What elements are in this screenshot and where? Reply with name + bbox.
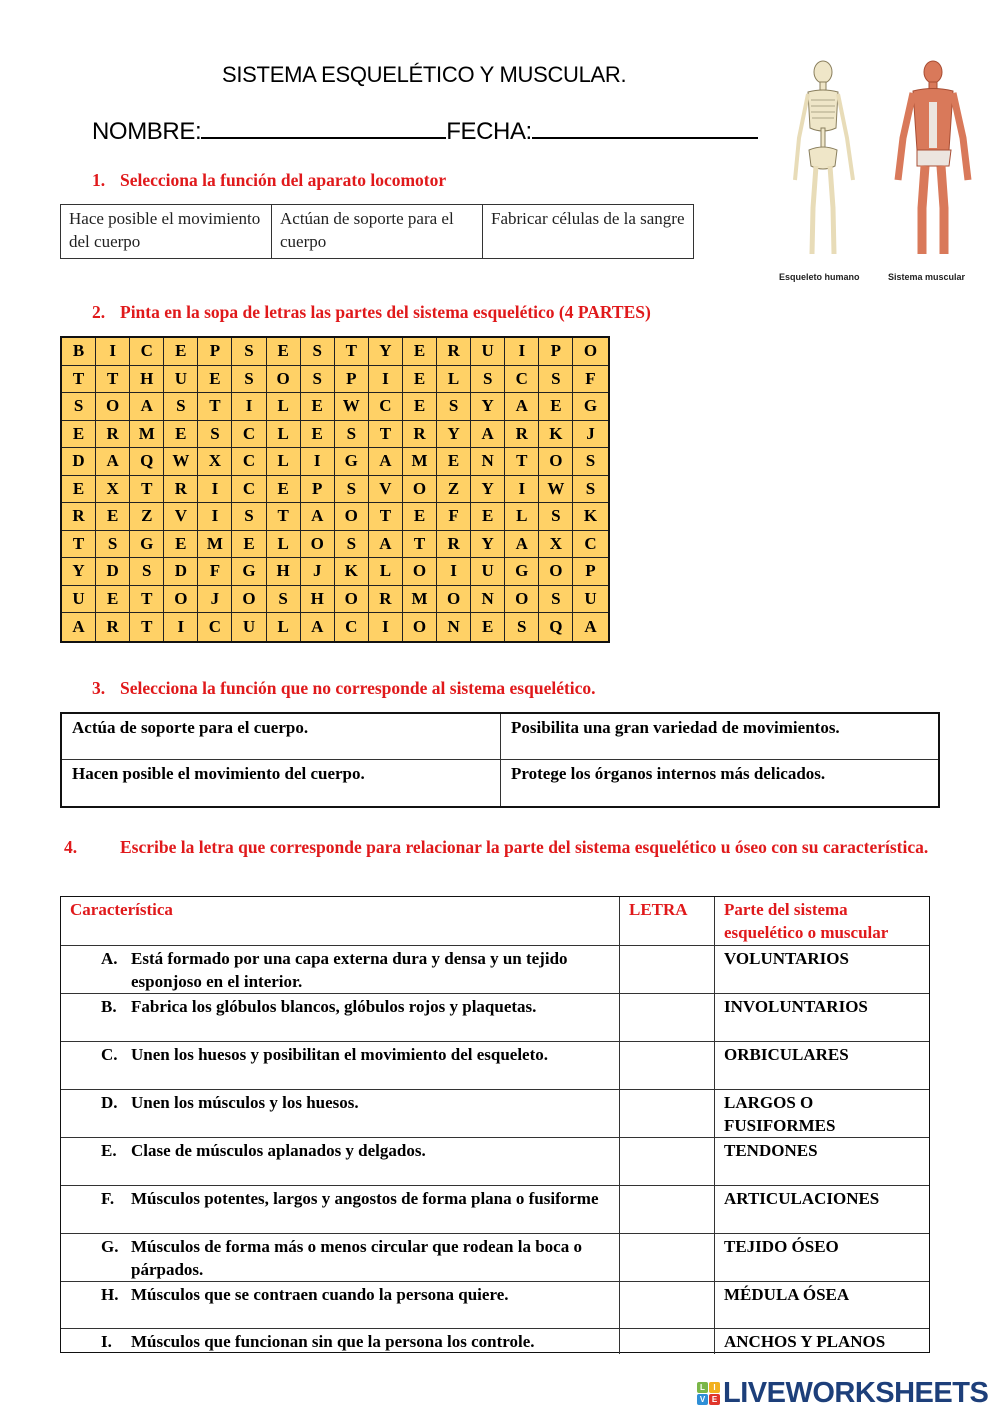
word-search-cell[interactable]: R <box>505 421 539 449</box>
word-search-cell[interactable]: O <box>437 586 471 614</box>
word-search-cell[interactable]: C <box>232 476 266 504</box>
option-cell[interactable]: Hacen posible el movimiento del cuerpo. <box>62 760 501 806</box>
word-search-cell[interactable]: S <box>62 393 96 421</box>
item-letter: B. <box>101 997 117 1016</box>
word-search-cell[interactable]: C <box>505 366 539 394</box>
word-search-cell[interactable]: I <box>505 476 539 504</box>
part-cell: ANCHOS Y PLANOS <box>724 1332 886 1351</box>
word-search-cell[interactable]: R <box>96 421 130 449</box>
word-search-cell[interactable]: S <box>267 586 301 614</box>
table-row <box>61 1090 929 1138</box>
word-search-cell[interactable]: O <box>539 558 573 586</box>
word-search-cell[interactable]: G <box>573 393 607 421</box>
characteristic-cell <box>61 1234 620 1282</box>
word-search-cell[interactable]: E <box>232 531 266 559</box>
word-search-cell[interactable]: I <box>369 366 403 394</box>
option-cell[interactable]: Hace posible el movimiento del cuerpo <box>61 205 272 258</box>
word-search-cell[interactable]: O <box>96 393 130 421</box>
word-search-cell[interactable]: Z <box>130 503 164 531</box>
word-search-cell[interactable]: D <box>96 558 130 586</box>
word-search-cell[interactable]: K <box>539 421 573 449</box>
word-search-cell[interactable]: Q <box>539 613 573 641</box>
option-cell[interactable]: Protege los órganos internos más delicados. <box>511 764 826 783</box>
word-search-cell[interactable]: U <box>232 613 266 641</box>
skeleton-caption: Esqueleto humano <box>779 272 860 282</box>
word-search-cell[interactable]: S <box>301 366 335 394</box>
word-search-cell[interactable]: T <box>198 393 232 421</box>
word-search-cell[interactable]: V <box>369 476 403 504</box>
table-row <box>61 1282 929 1329</box>
date-label: FECHA: <box>446 118 532 145</box>
section-1-heading <box>92 168 446 192</box>
option-cell[interactable]: Fabricar células de la sangre <box>491 209 685 228</box>
word-search-cell[interactable]: C <box>130 338 164 366</box>
part-cell: LARGOS O FUSIFORMES <box>724 1093 836 1135</box>
skeleton-icon <box>775 58 990 268</box>
word-search-cell[interactable]: P <box>335 366 369 394</box>
name-label: NOMBRE: <box>92 118 202 145</box>
word-search-cell[interactable]: E <box>403 503 437 531</box>
word-search-cell[interactable]: L <box>369 558 403 586</box>
word-search-cell[interactable]: S <box>232 503 266 531</box>
word-search-cell[interactable]: K <box>573 503 607 531</box>
word-search-cell[interactable]: I <box>232 393 266 421</box>
letter-answer-field[interactable] <box>620 994 715 1041</box>
word-search-cell[interactable]: E <box>198 366 232 394</box>
characteristic-cell <box>61 946 620 994</box>
table-row <box>61 1042 929 1090</box>
word-search-cell[interactable]: H <box>267 558 301 586</box>
word-search-cell[interactable]: T <box>267 503 301 531</box>
word-search-cell[interactable]: A <box>471 421 505 449</box>
word-search-cell[interactable]: T <box>62 366 96 394</box>
worksheet-title: SISTEMA ESQUELÉTICO Y MUSCULAR. <box>222 62 627 87</box>
word-search-cell[interactable]: I <box>369 613 403 641</box>
word-search-cell[interactable]: E <box>403 393 437 421</box>
anatomy-figure <box>775 58 990 290</box>
word-search-grid <box>60 336 610 643</box>
word-search-cell[interactable]: N <box>471 448 505 476</box>
item-letter: C. <box>101 1045 118 1064</box>
column-header-letter: LETRA <box>620 897 715 945</box>
word-search-cell[interactable]: S <box>539 503 573 531</box>
word-search-cell[interactable]: A <box>369 448 403 476</box>
word-search-cell[interactable]: E <box>267 338 301 366</box>
table-row <box>61 994 929 1042</box>
word-search-cell[interactable]: R <box>164 476 198 504</box>
word-search-cell[interactable]: E <box>164 338 198 366</box>
word-search-cell[interactable]: U <box>471 558 505 586</box>
word-search-cell[interactable]: L <box>505 503 539 531</box>
item-letter: D. <box>101 1093 118 1112</box>
word-search-cell[interactable]: A <box>130 393 164 421</box>
word-search-cell[interactable]: M <box>403 586 437 614</box>
table-row <box>61 946 929 994</box>
word-search-cell[interactable]: Y <box>471 476 505 504</box>
item-letter: H. <box>101 1285 119 1304</box>
word-search-cell[interactable]: S <box>573 476 607 504</box>
word-search-cell[interactable]: O <box>403 476 437 504</box>
word-search-cell[interactable]: X <box>539 531 573 559</box>
word-search-cell[interactable]: A <box>369 531 403 559</box>
muscular-caption: Sistema muscular <box>888 272 966 282</box>
name-field[interactable] <box>201 115 446 139</box>
part-cell: TENDONES <box>724 1141 818 1160</box>
word-search-cell[interactable]: I <box>164 613 198 641</box>
word-search-cell[interactable]: E <box>539 393 573 421</box>
word-search-cell[interactable]: R <box>62 503 96 531</box>
part-cell: INVOLUNTARIOS <box>724 997 868 1016</box>
section-number: 4. <box>64 837 78 857</box>
word-search-cell[interactable]: U <box>471 338 505 366</box>
word-search-cell[interactable]: S <box>335 421 369 449</box>
word-search-cell[interactable]: T <box>369 421 403 449</box>
word-search-cell[interactable]: Y <box>369 338 403 366</box>
letter-answer-field[interactable] <box>620 1090 715 1138</box>
word-search-cell[interactable]: S <box>539 366 573 394</box>
word-search-cell[interactable]: H <box>130 366 164 394</box>
word-search-cell[interactable]: L <box>437 366 471 394</box>
word-search-cell[interactable]: R <box>96 613 130 641</box>
word-search-cell[interactable]: O <box>267 366 301 394</box>
word-search-cell[interactable]: S <box>164 393 198 421</box>
logo-block: V <box>697 1394 708 1405</box>
item-letter: I. <box>101 1332 112 1351</box>
word-search-cell[interactable]: H <box>301 586 335 614</box>
item-text: Clase de músculos aplanados y delgados. <box>131 1141 426 1160</box>
word-search-cell[interactable]: I <box>505 338 539 366</box>
word-search-cell[interactable]: T <box>369 503 403 531</box>
logo-block: L <box>697 1382 708 1393</box>
word-search-cell[interactable]: E <box>471 613 505 641</box>
letter-answer-field[interactable] <box>620 1282 715 1328</box>
word-search-cell[interactable]: C <box>198 613 232 641</box>
name-date-line <box>92 115 758 146</box>
word-search-cell[interactable]: L <box>267 393 301 421</box>
word-search-cell[interactable]: G <box>130 531 164 559</box>
word-search-cell[interactable]: J <box>198 586 232 614</box>
section-title: Selecciona la función que no corresponde al sistema esquelético. <box>120 678 596 698</box>
word-search-cell[interactable]: S <box>232 338 266 366</box>
word-search-cell[interactable]: T <box>335 338 369 366</box>
letter-answer-field[interactable] <box>620 1138 715 1185</box>
section-1-options-table <box>60 204 694 259</box>
logo-block: I <box>709 1382 720 1393</box>
word-search-cell[interactable]: O <box>403 558 437 586</box>
word-search-cell[interactable]: P <box>301 476 335 504</box>
word-search-cell[interactable]: K <box>335 558 369 586</box>
part-cell: VOLUNTARIOS <box>724 949 849 968</box>
section-3-options-table <box>60 712 940 808</box>
word-search-cell[interactable]: P <box>539 338 573 366</box>
word-search-cell[interactable]: W <box>335 393 369 421</box>
word-search-cell[interactable]: O <box>335 503 369 531</box>
word-search-cell[interactable]: E <box>164 421 198 449</box>
word-search-cell[interactable]: C <box>573 531 607 559</box>
item-letter: E. <box>101 1141 117 1160</box>
word-search-cell[interactable]: E <box>301 421 335 449</box>
item-letter: F. <box>101 1189 115 1208</box>
word-search-cell[interactable]: V <box>164 503 198 531</box>
option-cell[interactable]: Actúa de soporte para el cuerpo. <box>62 714 501 760</box>
item-text: Unen los huesos y posibilitan el movimiento del esqueleto. <box>131 1045 549 1064</box>
table-header-row <box>61 897 929 946</box>
item-text: Músculos que funcionan sin que la persona los controle. <box>131 1332 535 1351</box>
section-title: Pinta en la sopa de letras las partes del sistema esquelético (4 PARTES) <box>120 302 651 322</box>
section-4-heading <box>64 835 970 859</box>
word-search-cell[interactable]: Q <box>130 448 164 476</box>
column-header-part: Parte del sistema esquelético o muscular <box>724 900 889 942</box>
word-search-cell[interactable]: I <box>301 448 335 476</box>
word-search-cell[interactable]: U <box>62 586 96 614</box>
word-search-cell[interactable]: S <box>130 558 164 586</box>
word-search-cell[interactable]: S <box>232 366 266 394</box>
word-search-cell[interactable]: C <box>232 421 266 449</box>
word-search-cell[interactable]: T <box>505 448 539 476</box>
logo-block: E <box>709 1394 720 1405</box>
word-search-cell[interactable]: R <box>403 421 437 449</box>
logo-blocks-icon <box>697 1382 720 1405</box>
part-cell: ARTICULACIONES <box>724 1189 880 1208</box>
date-field[interactable] <box>532 115 758 139</box>
table-row <box>61 1234 929 1282</box>
word-search-cell[interactable]: D <box>164 558 198 586</box>
word-search-cell[interactable]: X <box>96 476 130 504</box>
characteristic-cell <box>61 994 620 1041</box>
letter-answer-field[interactable] <box>620 1042 715 1089</box>
characteristic-cell <box>61 1042 620 1089</box>
word-search-cell[interactable]: E <box>403 366 437 394</box>
characteristic-cell <box>61 1186 620 1233</box>
item-text: Músculos potentes, largos y angostos de forma plana o fusiforme <box>131 1189 599 1208</box>
word-search-cell[interactable]: P <box>198 338 232 366</box>
table-row <box>61 1138 929 1186</box>
matching-table <box>60 896 930 1353</box>
logo-text: LIVEWORKSHEETS <box>723 1377 989 1409</box>
word-search-cell[interactable]: E <box>96 503 130 531</box>
item-text: Fabrica los glóbulos blancos, glóbulos rojos y plaquetas. <box>131 997 537 1016</box>
word-search-cell[interactable]: T <box>403 531 437 559</box>
word-search-cell[interactable]: O <box>335 586 369 614</box>
word-search-cell[interactable]: R <box>369 586 403 614</box>
word-search-cell[interactable]: E <box>164 531 198 559</box>
word-search-cell[interactable]: S <box>437 393 471 421</box>
word-search-cell[interactable]: U <box>164 366 198 394</box>
word-search-cell[interactable]: I <box>198 476 232 504</box>
characteristic-cell <box>61 1138 620 1185</box>
word-search-cell[interactable]: E <box>267 476 301 504</box>
word-search-cell[interactable]: E <box>301 393 335 421</box>
word-search-cell[interactable]: I <box>198 503 232 531</box>
characteristic-cell <box>61 1329 620 1354</box>
word-search-cell[interactable]: A <box>505 393 539 421</box>
option-cell[interactable]: Posibilita una gran variedad de movimientos. <box>501 714 938 760</box>
section-number: 2. <box>92 302 106 322</box>
word-search-cell[interactable]: O <box>573 338 607 366</box>
word-search-cell[interactable]: G <box>232 558 266 586</box>
word-search-cell[interactable]: N <box>437 613 471 641</box>
word-search-cell[interactable]: S <box>471 366 505 394</box>
letter-answer-field[interactable] <box>620 946 715 994</box>
word-search-cell[interactable]: R <box>437 531 471 559</box>
word-search-cell[interactable]: T <box>96 366 130 394</box>
letter-answer-field[interactable] <box>620 1234 715 1282</box>
word-search-cell[interactable]: R <box>437 338 471 366</box>
word-search-cell[interactable]: S <box>539 586 573 614</box>
word-search-cell[interactable]: L <box>267 613 301 641</box>
liveworksheets-logo <box>697 1377 988 1410</box>
section-title: Escribe la letra que corresponde para relacionar la parte del sistema esquelético u óseo con su característica. <box>120 837 929 857</box>
word-search-cell[interactable]: Y <box>62 558 96 586</box>
word-search-cell[interactable]: C <box>369 393 403 421</box>
word-search-cell[interactable]: X <box>198 448 232 476</box>
word-search-cell[interactable]: C <box>335 613 369 641</box>
word-search-cell[interactable]: Y <box>471 531 505 559</box>
word-search-cell[interactable]: E <box>437 448 471 476</box>
letter-answer-field[interactable] <box>620 1186 715 1233</box>
word-search-cell[interactable]: L <box>267 531 301 559</box>
part-cell: MÉDULA ÓSEA <box>724 1285 850 1304</box>
word-search-cell[interactable]: G <box>335 448 369 476</box>
word-search-cell[interactable]: A <box>584 616 597 636</box>
table-row <box>61 1329 929 1352</box>
word-search-cell[interactable]: T <box>130 476 164 504</box>
word-search-cell[interactable]: J <box>573 421 607 449</box>
word-search-cell[interactable]: U <box>573 586 607 614</box>
word-search-cell[interactable]: O <box>164 586 198 614</box>
word-search-cell[interactable]: A <box>301 613 335 641</box>
item-text: Unen los músculos y los huesos. <box>131 1093 359 1112</box>
word-search-cell[interactable]: M <box>198 531 232 559</box>
column-header-characteristic: Característica <box>61 897 620 945</box>
word-search-cell[interactable]: S <box>335 531 369 559</box>
word-search-cell[interactable]: Y <box>471 393 505 421</box>
word-search-cell[interactable]: S <box>198 421 232 449</box>
word-search-cell[interactable]: P <box>573 558 607 586</box>
word-search-cell[interactable]: L <box>267 448 301 476</box>
word-search-cell[interactable]: W <box>539 476 573 504</box>
item-text: Músculos de forma más o menos circular que rodean la boca o párpados. <box>131 1237 582 1279</box>
table-row <box>61 1186 929 1234</box>
word-search-cell[interactable]: F <box>573 366 607 394</box>
word-search-cell[interactable]: F <box>198 558 232 586</box>
word-search-cell[interactable]: M <box>130 421 164 449</box>
word-search-cell[interactable]: S <box>505 613 539 641</box>
word-search-cell[interactable]: E <box>62 421 96 449</box>
letter-answer-field[interactable] <box>620 1329 715 1354</box>
word-search-cell[interactable]: S <box>335 476 369 504</box>
item-letter: G. <box>101 1237 119 1256</box>
word-search-cell[interactable]: S <box>96 531 130 559</box>
word-search-cell[interactable]: B <box>62 338 96 366</box>
word-search-cell[interactable]: F <box>437 503 471 531</box>
word-search-cell[interactable]: O <box>505 586 539 614</box>
word-search-cell[interactable]: E <box>403 338 437 366</box>
section-3-heading <box>92 676 596 700</box>
part-cell: ORBICULARES <box>724 1045 849 1064</box>
word-search-cell[interactable]: O <box>539 448 573 476</box>
item-text: Está formado por una capa externa dura y densa y un tejido esponjoso en el interior. <box>131 949 568 991</box>
word-search-cell[interactable]: I <box>437 558 471 586</box>
word-search-cell[interactable]: O <box>403 613 437 641</box>
word-search-cell[interactable]: Y <box>437 421 471 449</box>
word-search-cell[interactable]: Z <box>437 476 471 504</box>
section-number: 3. <box>92 678 106 698</box>
section-title: Selecciona la función del aparato locomotor <box>120 170 447 190</box>
section-2-heading <box>92 300 651 324</box>
word-search-cell[interactable]: E <box>471 503 505 531</box>
word-search-cell[interactable]: G <box>505 558 539 586</box>
word-search-cell[interactable]: I <box>96 338 130 366</box>
word-search-cell[interactable]: T <box>62 531 96 559</box>
word-search-cell[interactable]: A <box>96 448 130 476</box>
word-search-cell[interactable]: E <box>96 586 130 614</box>
characteristic-cell <box>61 1090 620 1138</box>
word-search-cell[interactable]: S <box>573 448 607 476</box>
word-search-cell[interactable]: O <box>232 586 266 614</box>
word-search-cell[interactable]: E <box>62 476 96 504</box>
section-number: 1. <box>92 170 106 190</box>
word-search-cell[interactable]: T <box>130 586 164 614</box>
word-search-cell[interactable]: M <box>403 448 437 476</box>
item-text: Músculos que se contraen cuando la persona quiere. <box>131 1285 509 1304</box>
word-search-cell[interactable]: C <box>232 448 266 476</box>
word-search-cell[interactable]: D <box>62 448 96 476</box>
word-search-cell[interactable]: A <box>62 613 96 641</box>
word-search-cell[interactable]: S <box>301 338 335 366</box>
word-search-cell[interactable]: A <box>301 503 335 531</box>
word-search-cell[interactable]: T <box>130 613 164 641</box>
word-search-cell[interactable]: W <box>164 448 198 476</box>
word-search-cell[interactable]: N <box>471 586 505 614</box>
word-search-cell[interactable]: J <box>301 558 335 586</box>
item-letter: A. <box>101 949 118 968</box>
option-cell[interactable]: Actúan de soporte para el cuerpo <box>272 205 483 258</box>
word-search-cell[interactable]: L <box>267 421 301 449</box>
word-search-cell[interactable]: O <box>301 531 335 559</box>
characteristic-cell <box>61 1282 620 1328</box>
part-cell: TEJIDO ÓSEO <box>724 1237 839 1256</box>
word-search-cell[interactable]: A <box>505 531 539 559</box>
